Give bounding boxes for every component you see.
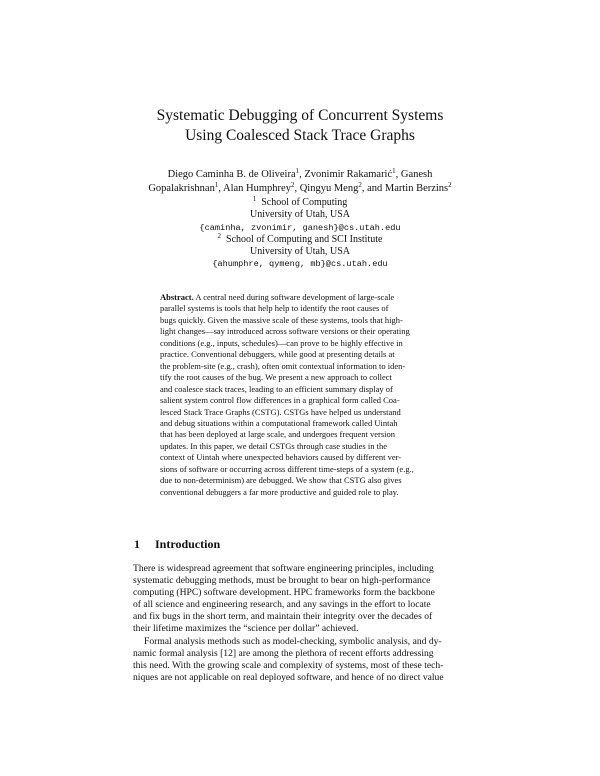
body-line: this need. With the growing scale and complexity of systems, most of these tech-	[133, 659, 444, 671]
abstract-line: bugs quickly. Given the massive scale of these systems, tools that high-	[160, 314, 403, 325]
title-line-1: Systematic Debugging of Concurrent Systems	[156, 107, 444, 124]
abstract-line: and coalesce stack traces, leading to an efficient summary display of	[160, 383, 393, 394]
body-line: Formal analysis methods such as model-checking, symbolic analysis, and dy-	[144, 635, 442, 647]
body-line: namic formal analysis [12] are among the plethora of recent efforts addressing	[133, 647, 434, 659]
author-name: , Ganesh	[395, 169, 433, 180]
affiliation-email-1: {caminha, zvonimir, ganesh}@cs.utah.edu	[199, 222, 401, 233]
paper-title	[100, 106, 500, 146]
abstract-line	[160, 292, 440, 303]
abstract-line: conditions (e.g., inputs, schedules)—can prove to be highly effective in	[160, 337, 403, 348]
section-heading-introduction	[134, 537, 474, 552]
author-name: Gopalakrishnan	[148, 183, 215, 194]
body-line: and fix bugs in the short term, and maintain their integrity over the decades of	[133, 611, 433, 623]
section-title: Introduction	[155, 537, 221, 551]
abstract-line: salient system control flow differences in a graphical form called Coa-	[160, 395, 400, 406]
affiliation-org-2	[160, 231, 440, 246]
affiliation-email-2: {ahumphre, qymeng, mb}@cs.utah.edu	[212, 259, 388, 270]
affil-org-name: School of Computing	[261, 197, 348, 208]
author-affil-mark: 2	[290, 181, 295, 189]
body-line: There is widespread agreement that software engineering principles, including	[133, 563, 434, 574]
body-line: computing (HPC) software development. HPC frameworks form the backbone	[133, 587, 435, 599]
affil-mark: 1	[252, 195, 257, 203]
body-line: systematic debugging methods, must be brought to bear on high-performance	[133, 575, 431, 587]
introduction-body	[133, 563, 467, 684]
affiliations	[160, 197, 440, 271]
author-name: , Qingyu Meng	[294, 183, 359, 194]
author-name: Diego Caminha B. de Oliveira	[167, 169, 296, 180]
abstract-line: conventional debuggers a far more productive and guided role to play.	[160, 486, 399, 497]
author-line-1	[120, 168, 480, 182]
author-affil-mark: 1	[295, 167, 300, 175]
author-list	[120, 168, 480, 196]
abstract-line: the problem-site (e.g., crash), often omit contextual information to iden-	[160, 360, 406, 371]
affiliation-univ-2: University of Utah, USA	[250, 246, 350, 258]
abstract-label: Abstract.	[160, 292, 194, 302]
abstract-line: that has been deployed at large scale, and undergoes frequent version	[160, 429, 396, 440]
author-affil-mark: 2	[358, 181, 362, 189]
abstract-line: sions of software or occurring across different time-steps of a system (e.g.,	[160, 463, 414, 474]
abstract-line: due to non-determinism) are debugged. We show that CSTG also gives	[160, 475, 402, 486]
author-affil-mark: 2	[448, 181, 452, 189]
author-affil-mark: 1	[392, 167, 396, 175]
author-name: , Alan Humphrey	[218, 183, 291, 194]
title-line-2: Using Coalesced Stack Trace Graphs	[185, 127, 415, 144]
affil-mark: 2	[217, 231, 222, 240]
abstract-line: parallel systems is tools that help help to identify the root causes of	[160, 303, 389, 314]
affiliation-org-1	[160, 197, 440, 209]
body-line: niques are not applicable on real deployed software, and hence of no direct value	[133, 671, 444, 683]
abstract-line: updates. In this paper, we detail CSTGs through case studies in the	[160, 440, 387, 451]
body-line: of all science and engineering research, and any savings in the effort to locate	[133, 599, 431, 611]
abstract-line: and debug situations within a computational framework called Uintah	[160, 417, 398, 428]
author-name: , and Martin Berzins	[361, 183, 449, 194]
section-number: 1	[134, 537, 140, 551]
body-line: their lifetime maximizes the “science per dollar” achieved.	[133, 623, 359, 635]
affiliation-univ-1: University of Utah, USA	[250, 209, 350, 221]
abstract-line: context of Uintah where unexpected behaviors caused by different ver-	[160, 452, 402, 463]
abstract-line: practice. Conventional debuggers, while good at presenting details at	[160, 349, 395, 360]
author-affil-mark: 1	[214, 181, 219, 189]
abstract-line: lesced Stack Trace Graphs (CSTG). CSTGs have helped us understand	[160, 406, 401, 417]
affil-org-name: School of Computing and SCI Institute	[226, 233, 383, 245]
abstract-line: tify the root causes of the bug. We present a new approach to collect	[160, 372, 392, 383]
author-name: , Zvonimir Rakamarić	[299, 169, 393, 180]
abstract	[160, 292, 440, 498]
author-line-2	[120, 182, 480, 196]
abstract-text: A central need during software development of large-scale	[195, 292, 395, 302]
abstract-line: light changes—say introduced across software versions or their operating	[160, 326, 410, 337]
